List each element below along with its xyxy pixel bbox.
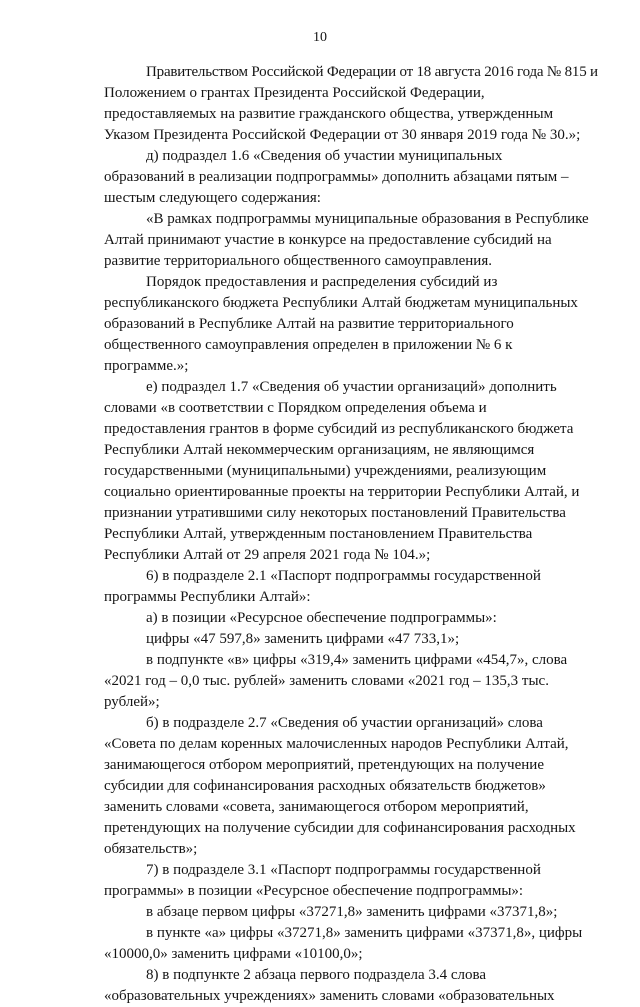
paragraph xyxy=(104,377,598,566)
paragraph xyxy=(104,566,598,608)
paragraph xyxy=(104,62,598,146)
paragraph xyxy=(104,629,598,650)
text-line: Республики Алтай от 29 апреля 2021 года № 104.»; xyxy=(104,547,431,563)
paragraph xyxy=(104,608,598,629)
text-line: Правительством Российской Федерации от 18 августа 2016 года № 815 и xyxy=(146,64,598,80)
text-line: словами «в соответствии с Порядком определения объема и xyxy=(104,400,487,416)
paragraph xyxy=(104,923,598,965)
text-line: рублей»; xyxy=(104,694,160,710)
text-line: обязательств»; xyxy=(104,841,198,857)
text-line: развитие территориального общественного самоуправления. xyxy=(104,253,492,269)
text-line: социально ориентированные проекты на территории Республики Алтай, и xyxy=(104,484,580,500)
text-line: «Совета по делам коренных малочисленных народов Республики Алтай, xyxy=(104,736,569,752)
text-line: занимающегося отбором мероприятий, претендующих на получение xyxy=(104,757,544,773)
text-line: образований в Республике Алтай на развитие территориального xyxy=(104,316,514,332)
paragraph xyxy=(104,713,598,860)
text-line: «10000,0» заменить цифрами «10100,0»; xyxy=(104,946,363,962)
text-line: 7) в подразделе 3.1 «Паспорт подпрограммы государственной xyxy=(146,862,541,878)
text-line: образований в реализации подпрограммы» дополнить абзацами пятым – xyxy=(104,169,569,185)
text-line: субсидии для софинансирования расходных обязательств бюджетов» xyxy=(104,778,546,794)
text-line: Положением о грантах Президента Российской Федерации, xyxy=(104,85,485,101)
text-line: претендующих на получение субсидии для софинансирования расходных xyxy=(104,820,576,836)
page-number: 10 xyxy=(313,30,327,45)
text-line: 8) в подпункте 2 абзаца первого подраздела 3.4 слова xyxy=(146,967,487,983)
text-line: «2021 год – 0,0 тыс. рублей» заменить словами «2021 год – 135,3 тыс. xyxy=(104,673,549,689)
text-line: государственными (муниципальными) учреждениями, реализующим xyxy=(104,463,547,479)
text-line: Алтай принимают участие в конкурсе на предоставление субсидий на xyxy=(104,232,552,248)
text-line: программе.»; xyxy=(104,358,189,374)
text-line: «В рамках подпрограммы муниципальные образования в Республике xyxy=(146,211,589,227)
paragraph xyxy=(104,209,598,272)
text-line: а) в позиции «Ресурсное обеспечение подпрограммы»: xyxy=(146,610,497,626)
paragraph xyxy=(104,860,598,902)
text-line: д) подраздел 1.6 «Сведения об участии муниципальных xyxy=(146,148,503,164)
text-line: б) в подразделе 2.7 «Сведения об участии организаций» слова xyxy=(146,715,543,731)
text-line: шестым следующего содержания: xyxy=(104,190,321,206)
text-line: республиканского бюджета Республики Алтай бюджетам муниципальных xyxy=(104,295,578,311)
text-line: предоставления грантов в форме субсидий из республиканского бюджета xyxy=(104,421,574,437)
text-line: в пункте «а» цифры «37271,8» заменить цифрами «37371,8», цифры xyxy=(146,925,583,941)
text-line: заменить словами «совета, занимающегося отбором мероприятий, xyxy=(104,799,529,815)
text-line: цифры «47 597,8» заменить цифрами «47 733,1»; xyxy=(146,631,460,647)
text-line: программы Республики Алтай»: xyxy=(104,589,311,605)
document-body xyxy=(104,62,598,1007)
text-line: 6) в подразделе 2.1 «Паспорт подпрограммы государственной xyxy=(146,568,541,584)
paragraph xyxy=(104,965,598,1007)
text-line: Порядок предоставления и распределения субсидий из xyxy=(146,274,498,290)
paragraph xyxy=(104,146,598,209)
text-line: в абзаце первом цифры «37271,8» заменить цифрами «37371,8»; xyxy=(146,904,558,920)
text-line: Республики Алтай некоммерческим организациям, не являющимся xyxy=(104,442,535,458)
text-line: «образовательных учреждениях» заменить словами «образовательных xyxy=(104,988,555,1004)
paragraph xyxy=(104,272,598,377)
text-line: общественного самоуправления определен в приложении № 6 к xyxy=(104,337,513,353)
text-line: в подпункте «в» цифры «319,4» заменить цифрами «454,7», слова xyxy=(146,652,568,668)
text-line: предоставляемых на развитие гражданского общества, утвержденным xyxy=(104,106,554,122)
text-line: программы» в позиции «Ресурсное обеспечение подпрограммы»: xyxy=(104,883,524,899)
text-line: признании утратившими силу некоторых постановлений Правительства xyxy=(104,505,566,521)
text-line: Республики Алтай, утвержденным постановлением Правительства xyxy=(104,526,533,542)
text-line: е) подраздел 1.7 «Сведения об участии организаций» дополнить xyxy=(146,379,557,395)
paragraph xyxy=(104,902,598,923)
text-line: Указом Президента Российской Федерации от 30 января 2019 года № 30.»; xyxy=(104,127,581,143)
paragraph xyxy=(104,650,598,713)
